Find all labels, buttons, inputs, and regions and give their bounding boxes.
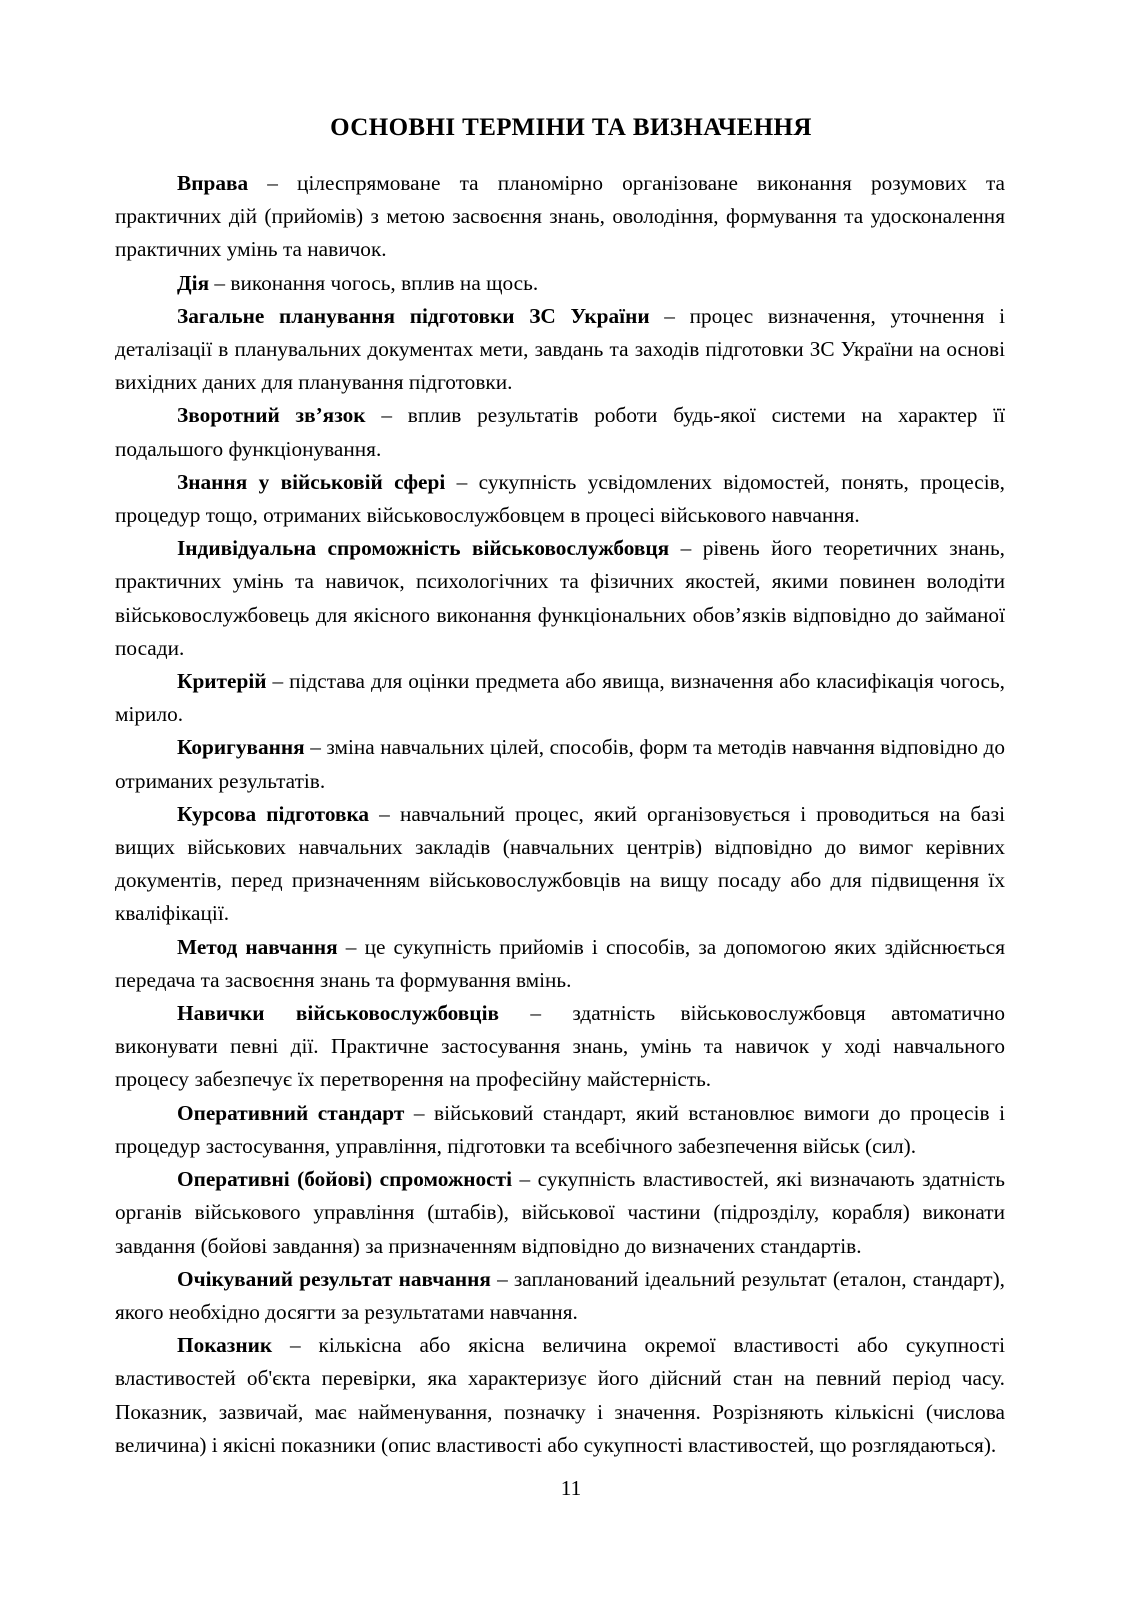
definition-term: Індивідуальна спроможність військовослужбовця (177, 536, 670, 561)
definition-entry (115, 1163, 1005, 1263)
definition-term: Навички військовослужбовців (177, 1001, 499, 1026)
definition-dash: – (512, 1167, 538, 1192)
definition-term: Дія (177, 270, 210, 295)
definition-entry (115, 731, 1005, 797)
definition-term: Оперативні (бойові) спроможності (177, 1167, 513, 1192)
definition-entry (115, 1263, 1005, 1329)
definition-term: Загальне планування підготовки ЗС України (177, 303, 650, 328)
definitions-list (115, 167, 1005, 1462)
definition-text: здатність військовослужбовця автоматично виконувати певні дії. Практичне застосування знань, умінь та навичок у ході навчального процесу забезпечує їх перетворення на професійну майстерність. (115, 1001, 1006, 1092)
definition-term: Коригування (177, 735, 305, 760)
definition-term: Критерій (177, 669, 267, 694)
definition-text: цілеспрямоване та планомірно організоване виконання розумових та практичних дій (прийомів) з метою засвоєння знань, оволодіння, формування та удосконалення практичних умінь та навичок. (115, 171, 1005, 262)
definition-text: рівень його теоретичних знань, практичних умінь та навичок, психологічних та фізичних якостей, якими повинен володіти військовослужбовець для якісного виконання функціональних обов’язків відповідно до займаної посади. (115, 536, 1005, 660)
definition-entry (115, 466, 1005, 532)
definition-dash: – (369, 801, 400, 826)
definition-text: процес визначення, уточнення і деталізації в планувальних документах мети, завдань та заходів підготовки ЗС України на основі вихідних даних для планування підготовки. (115, 303, 1006, 395)
definition-entry (115, 399, 1005, 465)
definition-dash: – (337, 934, 365, 959)
definition-text: вплив результатів роботи будь-якої системи на характер її подальшого функціонування. (115, 403, 1006, 461)
definition-text: виконання чогось, вплив на щось. (230, 270, 539, 295)
page-title: ОСНОВНІ ТЕРМІНИ ТА ВИЗНАЧЕННЯ (330, 114, 812, 141)
definition-entry (115, 167, 1005, 267)
definition-dash: – (669, 536, 703, 561)
definition-text: запланований ідеальний результат (еталон, стандарт), якого необхідно досягти за результатами навчання. (115, 1266, 1005, 1324)
definition-term: Показник (177, 1333, 273, 1358)
definition-dash: – (365, 403, 408, 428)
definition-entry (115, 665, 1005, 731)
definition-dash: – (248, 171, 298, 195)
definition-entry (115, 300, 1005, 400)
definition-term: Курсова підготовка (177, 801, 370, 826)
definition-text: сукупність властивостей, які визначають здатність органів військового управління (штабів), військової частини (підрозділу, корабля) виконати завдання (бойові завдання) за призначенням відповідно до визначених стандартів. (115, 1167, 1006, 1258)
definition-text: це сукупність прийомів і способів, за допомогою яких здійснюється передача та засвоєння знань та формування вмінь. (115, 934, 1006, 992)
definition-dash: – (445, 469, 479, 494)
definition-entry (115, 931, 1005, 997)
definition-entry (115, 1329, 1005, 1462)
definition-dash: – (499, 1001, 573, 1026)
page-number: 11 (560, 1476, 582, 1500)
definition-term: Метод навчання (177, 934, 338, 959)
definition-term: Оперативний стандарт (177, 1100, 405, 1125)
definition-text: військовий стандарт, який встановлює вимоги до процесів і процедур застосування, управління, підготовки та всебічного забезпечення військ (сил). (115, 1100, 1006, 1158)
definition-dash: – (490, 1266, 514, 1291)
definition-dash: – (649, 303, 690, 328)
definition-text: навчальний процес, який організовується і проводиться на базі вищих військових навчальних закладів (навчальних центрів) відповідно до вимог керівних документів, перед призначенням військовослужбовців на вищу посаду або для підвищення їх кваліфікації. (115, 801, 1005, 926)
definition-dash: – (266, 669, 290, 694)
definition-dash: – (272, 1333, 319, 1358)
definition-dash: – (404, 1100, 435, 1125)
definition-term: Зворотний зв’язок (177, 403, 366, 428)
definition-dash: – (304, 735, 327, 760)
definition-entry (115, 997, 1005, 1097)
definition-entry (115, 267, 1005, 300)
definition-dash: – (209, 270, 231, 295)
definition-entry (115, 532, 1005, 665)
definition-text: підстава для оцінки предмета або явища, визначення або класифікація чогось, мірило. (115, 669, 1006, 727)
definition-term: Очікуваний результат навчання (177, 1266, 491, 1291)
definition-text: кількісна або якісна величина окремої властивості або сукупності властивостей об'єкта перевірки, яка характеризує його дійсний стан на певний період часу. Показник, зазвичай, має найменування, позначку і значення. Розрізняють кількісні (числова величина) і якісні показники (опис властивості або сукупності властивостей, що розглядаються). (115, 1333, 1006, 1457)
definition-entry (115, 798, 1005, 931)
definition-entry (115, 1097, 1005, 1163)
definition-term: Знання у військовій сфері (177, 469, 446, 494)
definition-text: сукупність усвідомлених відомостей, понять, процесів, процедур тощо, отриманих військовослужбовцем в процесі військового навчання. (115, 469, 1005, 528)
definition-text: зміна навчальних цілей, способів, форм та методів навчання відповідно до отриманих результатів. (115, 735, 1005, 793)
definition-term: Вправа (177, 171, 249, 195)
